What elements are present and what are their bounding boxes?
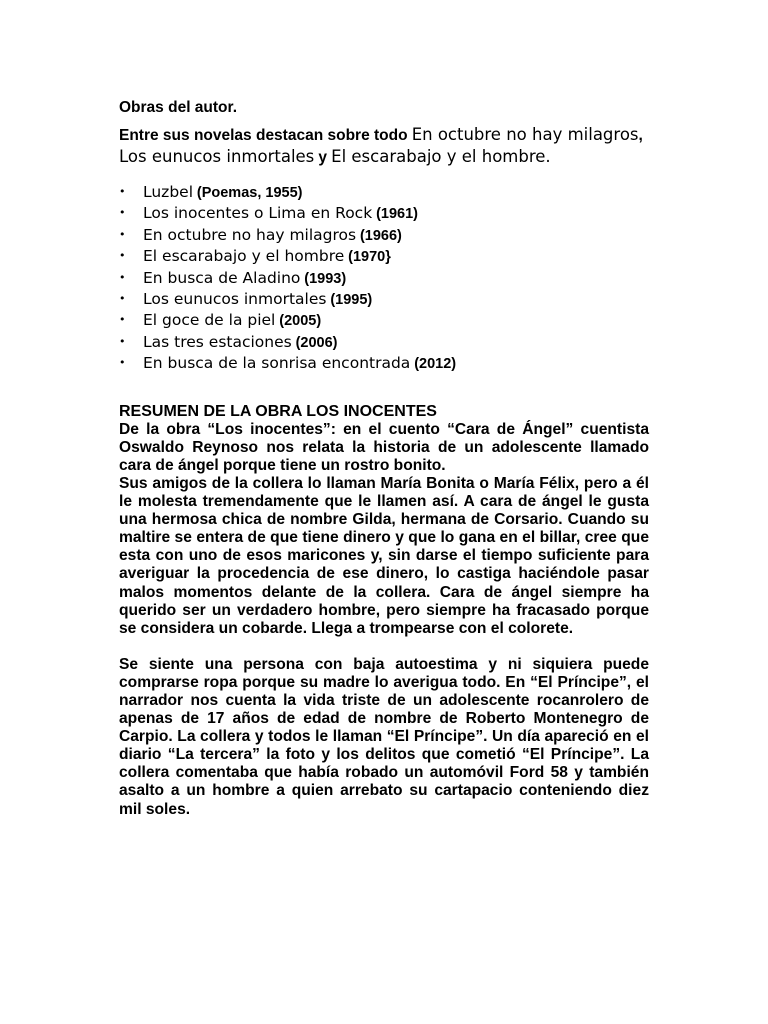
- work-title: Las tres estaciones: [143, 332, 292, 351]
- work-year: (2006): [295, 334, 338, 351]
- bullet-icon: •: [119, 206, 126, 220]
- work-year: (1961): [376, 206, 418, 223]
- summary-paragraph-2: Sus amigos de la collera lo llaman María Bonita o María Félix, pero a él le molesta tremendamente que le llamen así. A cara de ángel le gusta una hermosa chica de nombre Gilda, hermana de Corsario. Cuando su maltire se entera de que tiene dinero y que lo gana en el billar, cree que esta con uno de esos maricones y, sin darse el tiempo suficiente para averiguar la procedencia de ese dinero, lo castiga haciéndole pasar malos momentos delante de la collera. Cara de ángel siempre ha querido ser un verdadero hombre, pero siempre ha fracasado porque se considera un cobarde. Llega a trompearse con el colorete.: [119, 474, 649, 637]
- works-list-item: [119, 289, 649, 310]
- works-list: [119, 182, 649, 375]
- works-list-item: [119, 268, 649, 289]
- work-title: En busca de la sonrisa encontrada: [143, 354, 411, 373]
- work-year: (1970}: [348, 249, 391, 266]
- work-title: El escarabajo y el hombre: [143, 247, 345, 266]
- bullet-icon: •: [119, 313, 126, 327]
- intro-separator-2: y: [318, 149, 328, 166]
- bullet-icon: •: [119, 270, 126, 284]
- work-title: En busca de Aladino: [143, 268, 301, 287]
- bullet-icon: •: [119, 334, 126, 348]
- work-year: (1993): [304, 270, 347, 287]
- author-intro-paragraph: [119, 124, 649, 168]
- document-page: [119, 98, 649, 819]
- work-year: (1995): [330, 292, 373, 309]
- work-title: En octubre no hay milagros: [143, 225, 357, 244]
- works-list-item: [119, 332, 649, 353]
- works-list-item: [119, 203, 649, 224]
- intro-novel-title-3: El escarabajo y el hombre.: [331, 147, 551, 166]
- author-works-heading: Obras del autor.: [119, 99, 238, 116]
- intro-novel-title-1: En octubre no hay milagros: [411, 125, 639, 144]
- works-list-item: [119, 225, 649, 246]
- bullet-icon: •: [119, 292, 126, 306]
- bullet-icon: •: [119, 185, 126, 198]
- work-title: El goce de la piel: [143, 311, 276, 330]
- intro-novel-title-2: Los eunucos inmortales: [119, 147, 315, 166]
- works-list-item: [119, 182, 649, 203]
- summary-paragraph-1: De la obra “Los inocentes”: en el cuento “Cara de Ángel” cuentista Oswaldo Reynoso nos relata la historia de un adolescente llamado cara de ángel porque tiene un rostro bonito.: [119, 420, 649, 474]
- work-year: (1966): [359, 227, 402, 244]
- work-year: (2012): [414, 356, 457, 373]
- works-list-item: [119, 310, 649, 331]
- bullet-icon: •: [119, 249, 126, 263]
- work-year: (Poemas, 1955): [196, 185, 303, 201]
- work-year: (2005): [279, 313, 322, 330]
- works-list-item: [119, 246, 649, 267]
- intro-bold-text: Entre sus novelas destacan sobre todo: [119, 127, 408, 144]
- work-title: Luzbel: [143, 183, 194, 201]
- bullet-icon: •: [119, 356, 126, 370]
- summary-paragraph-3: Se siente una persona con baja autoestima y ni siquiera puede comprarse ropa porque su madre lo averigua todo. En “El Príncipe”, el narrador nos cuenta la vida triste de un adolescente rocanrolero de apenas de 17 años de edad de nombre de Roberto Montenegro de Carpio. La collera y todos le llaman “El Príncipe”. Un día apareció en el diario “La tercera” la foto y los delitos que cometió “El Príncipe”. La collera comentaba que había robado un automóvil Ford 58 y también asalto a un hombre a quien arrebato su cartapacio conteniendo diez mil soles.: [119, 655, 649, 818]
- work-title: Los inocentes o Lima en Rock: [143, 204, 373, 223]
- intro-separator-1: ,: [638, 127, 643, 144]
- bullet-icon: •: [119, 227, 126, 241]
- summary-title: RESUMEN DE LA OBRA LOS INOCENTES: [119, 402, 437, 420]
- work-title: Los eunucos inmortales: [143, 290, 327, 309]
- works-list-item: [119, 353, 649, 374]
